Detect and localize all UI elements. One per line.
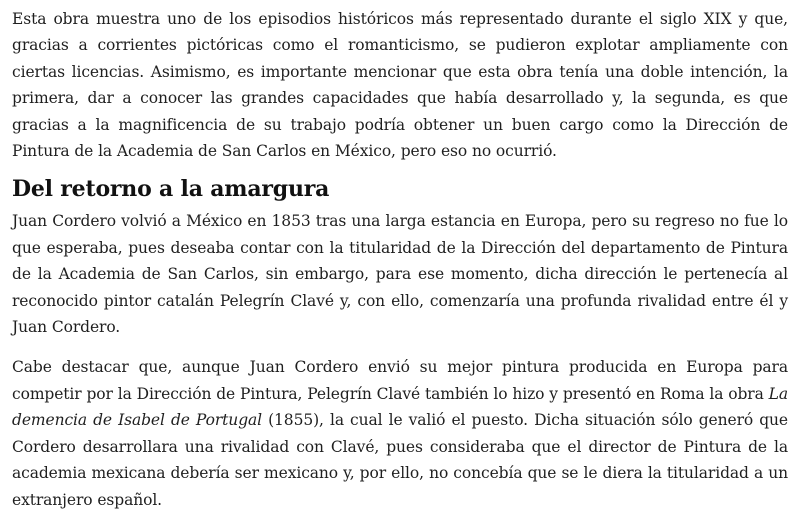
section-heading: Del retorno a la amargura (12, 176, 330, 203)
paragraph-return: Juan Cordero volvió a México en 1853 tras una larga estancia en Europa, pero su regreso no fue lo que esperaba, pues deseaba contar con la titularidad de la Dirección del departamento de Pintura de la Academia de San Carlos, sin embargo, para ese momento, dicha dirección le pertenecía al reconocido pintor catalán Pelegrín Clavé y, con ello, comenzaría una profunda rivalidad entre él y Juan Cordero. (12, 212, 788, 337)
paragraph-intro: Esta obra muestra uno de los episodios históricos más representado durante el siglo XIX y que, gracias a corrientes pictóricas como el romanticismo, se pudieron explotar ampliamente con ciertas licencias. Asimismo, es importante mencionar que esta obra tenía una doble intención, la primera, dar a conocer las grandes capacidades que había desarrollado y, la segunda, es que gracias a la magnificencia de su trabajo podría obtener un buen cargo como la Dirección de Pintura de la Academia de San Carlos en México, pero eso no ocurrió. (12, 10, 788, 161)
artwork-title: La demencia de Isabel de Portugal (12, 384, 788, 430)
paragraph-rivalry (12, 354, 788, 512)
paragraph-rivalry-text-after: (1855), la cual le valió el puesto. Dicha situación sólo generó que Cordero desarrollara una rivalidad con Clavé, pues consideraba que el director de Pintura de la academia mexicana debería ser mexicano y, por ello, no concebía que se le diera la titularidad a un extranjero español. (12, 411, 788, 509)
paragraph-rivalry-text-before: Cabe destacar que, aunque Juan Cordero envió su mejor pintura producida en Europa para competir por la Dirección de Pintura, Pelegrín Clavé también lo hizo y presentó en Roma la obra (12, 358, 788, 403)
